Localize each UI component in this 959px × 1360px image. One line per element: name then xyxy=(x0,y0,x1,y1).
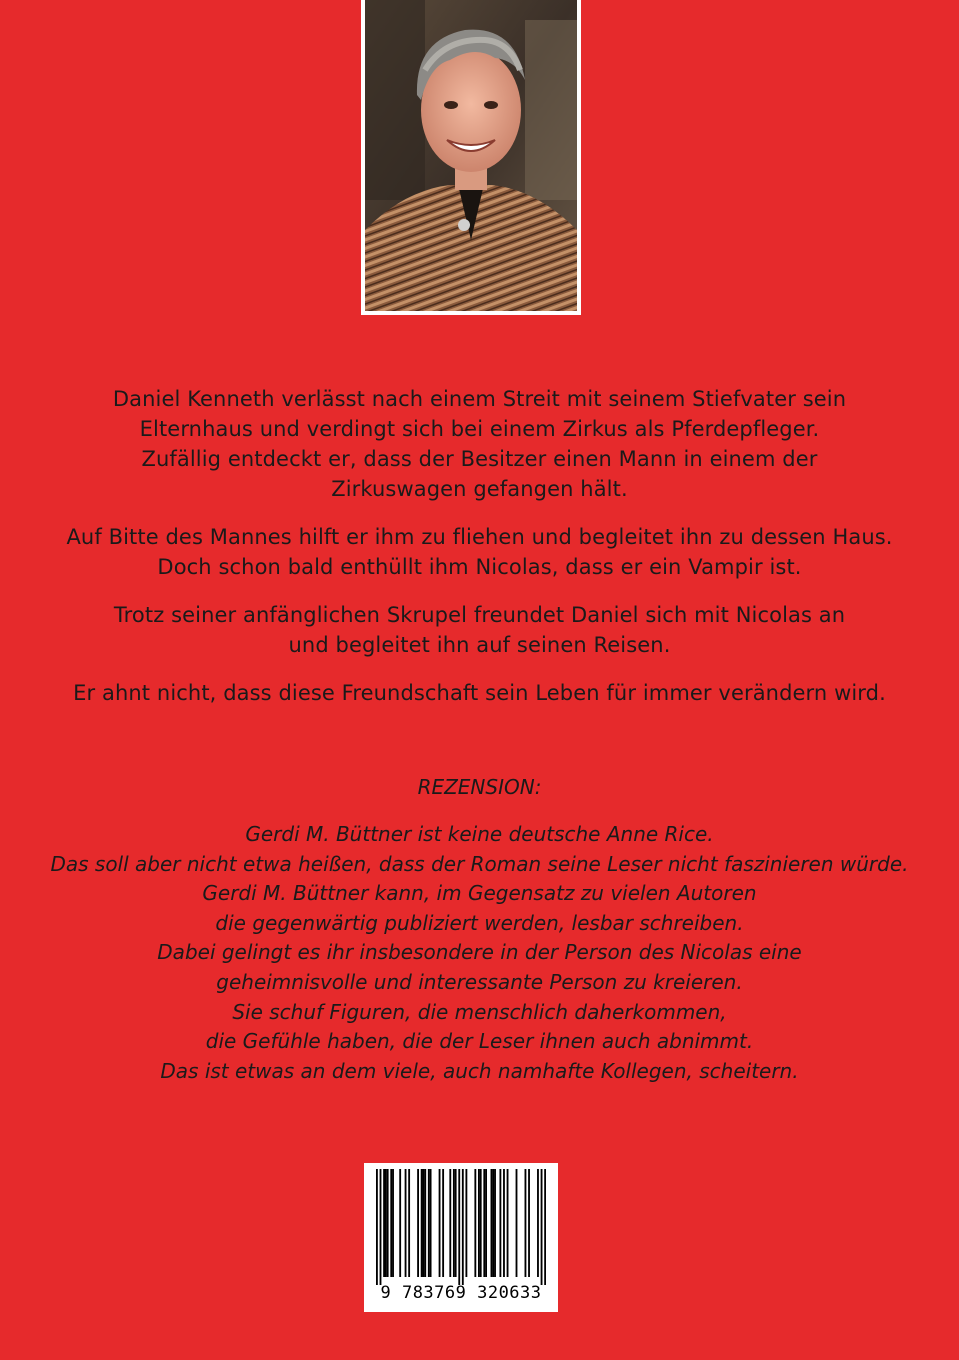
barcode-bar xyxy=(537,1169,539,1277)
review-line: Dabei gelingt es ihr insbesondere in der Person des Nicolas eine xyxy=(157,940,802,965)
barcode-bar xyxy=(485,1169,487,1277)
review-line: die Gefühle haben, die der Leser ihnen auch abnimmt. xyxy=(205,1029,754,1054)
barcode-bar xyxy=(483,1169,485,1277)
barcode-bar xyxy=(408,1169,410,1277)
barcode-bar xyxy=(405,1169,407,1277)
barcode-bar xyxy=(503,1169,505,1277)
blurb-paragraph: Er ahnt nicht, dass diese Freundschaft sein Leben für immer verändern wird. xyxy=(73,681,886,705)
review-line: Gerdi M. Büttner ist keine deutsche Anne Rice. xyxy=(245,822,714,846)
barcode-bar xyxy=(449,1169,451,1277)
review-line: Das ist etwas an dem viele, auch namhafte Kollegen, scheitern. xyxy=(160,1058,799,1083)
barcode-bar xyxy=(385,1169,387,1277)
barcode-bar xyxy=(417,1169,419,1277)
barcode-bar xyxy=(458,1169,460,1285)
barcode-bar xyxy=(544,1169,546,1285)
review-text xyxy=(0,820,959,1086)
barcode-bar xyxy=(439,1169,441,1277)
isbn-barcode xyxy=(364,1163,558,1312)
barcode-bar xyxy=(455,1169,457,1277)
barcode-bar xyxy=(428,1169,430,1277)
author-portrait-photo xyxy=(365,0,577,311)
barcode-bar xyxy=(478,1169,480,1277)
barcode-bar xyxy=(453,1169,455,1277)
barcode-bar xyxy=(423,1169,425,1277)
author-photo-frame xyxy=(361,0,581,315)
barcode-bar xyxy=(525,1169,527,1277)
review-line: die gegenwärtig publiziert werden, lesbar schreiben. xyxy=(215,910,744,935)
barcode-bar xyxy=(424,1169,426,1277)
barcode-bar xyxy=(380,1169,382,1285)
barcode-bar xyxy=(507,1169,509,1277)
barcode-bar xyxy=(462,1169,464,1285)
barcode-bar xyxy=(528,1169,530,1277)
review-line: Gerdi M. Büttner kann, im Gegensatz zu vielen Autoren xyxy=(202,881,757,906)
barcode-bar xyxy=(442,1169,444,1277)
barcode-bar xyxy=(387,1169,389,1277)
barcode-bar xyxy=(430,1169,432,1277)
barcode-bar xyxy=(390,1169,392,1277)
barcode-bar xyxy=(480,1169,482,1277)
barcode-bar xyxy=(492,1169,494,1277)
barcode-bar xyxy=(392,1169,394,1277)
barcode-bar xyxy=(376,1169,378,1285)
barcode-bar xyxy=(399,1169,401,1277)
review-line: Das soll aber nicht etwa heißen, dass der Roman seine Leser nicht faszinieren würde. xyxy=(50,851,909,876)
review-line: geheimnisvolle und interessante Person zu kreieren. xyxy=(216,969,743,994)
barcode-bar xyxy=(494,1169,496,1277)
barcode-bar xyxy=(541,1169,543,1285)
blurb-paragraph: Auf Bitte des Mannes hilft er ihm zu fliehen und begleitet ihn zu dessen Haus. Doch schon bald enthüllt ihm Nicolas, dass er ein Vampir ist. xyxy=(66,525,893,579)
blurb-paragraph: Daniel Kenneth verlässt nach einem Streit mit seinem Stiefvater sein Elternhaus und verdingt sich bei einem Zirkus als Pferdepfleger. Zufällig entdeckt er, dass der Besitzer einen Mann in einem der Zirkuswagen gefangen hält. xyxy=(112,387,847,501)
barcode-bar xyxy=(491,1169,493,1277)
isbn-number: 9 783769 320633 xyxy=(380,1283,542,1303)
barcode-bar xyxy=(499,1169,501,1277)
review-line: Sie schuf Figuren, die menschlich daherkommen, xyxy=(232,999,727,1024)
barcode-bar xyxy=(474,1169,476,1277)
isbn-barcode-icon xyxy=(376,1169,546,1285)
barcode-bar xyxy=(516,1169,518,1277)
book-blurb xyxy=(0,384,959,726)
review-heading: REZENSION: xyxy=(417,775,542,799)
barcode-bar xyxy=(421,1169,423,1277)
blurb-paragraph: Trotz seiner anfänglichen Skrupel freundet Daniel sich mit Nicolas an und begleitet ihn auf seinen Reisen. xyxy=(113,603,846,657)
barcode-bar xyxy=(465,1169,467,1277)
barcode-bar xyxy=(383,1169,385,1277)
